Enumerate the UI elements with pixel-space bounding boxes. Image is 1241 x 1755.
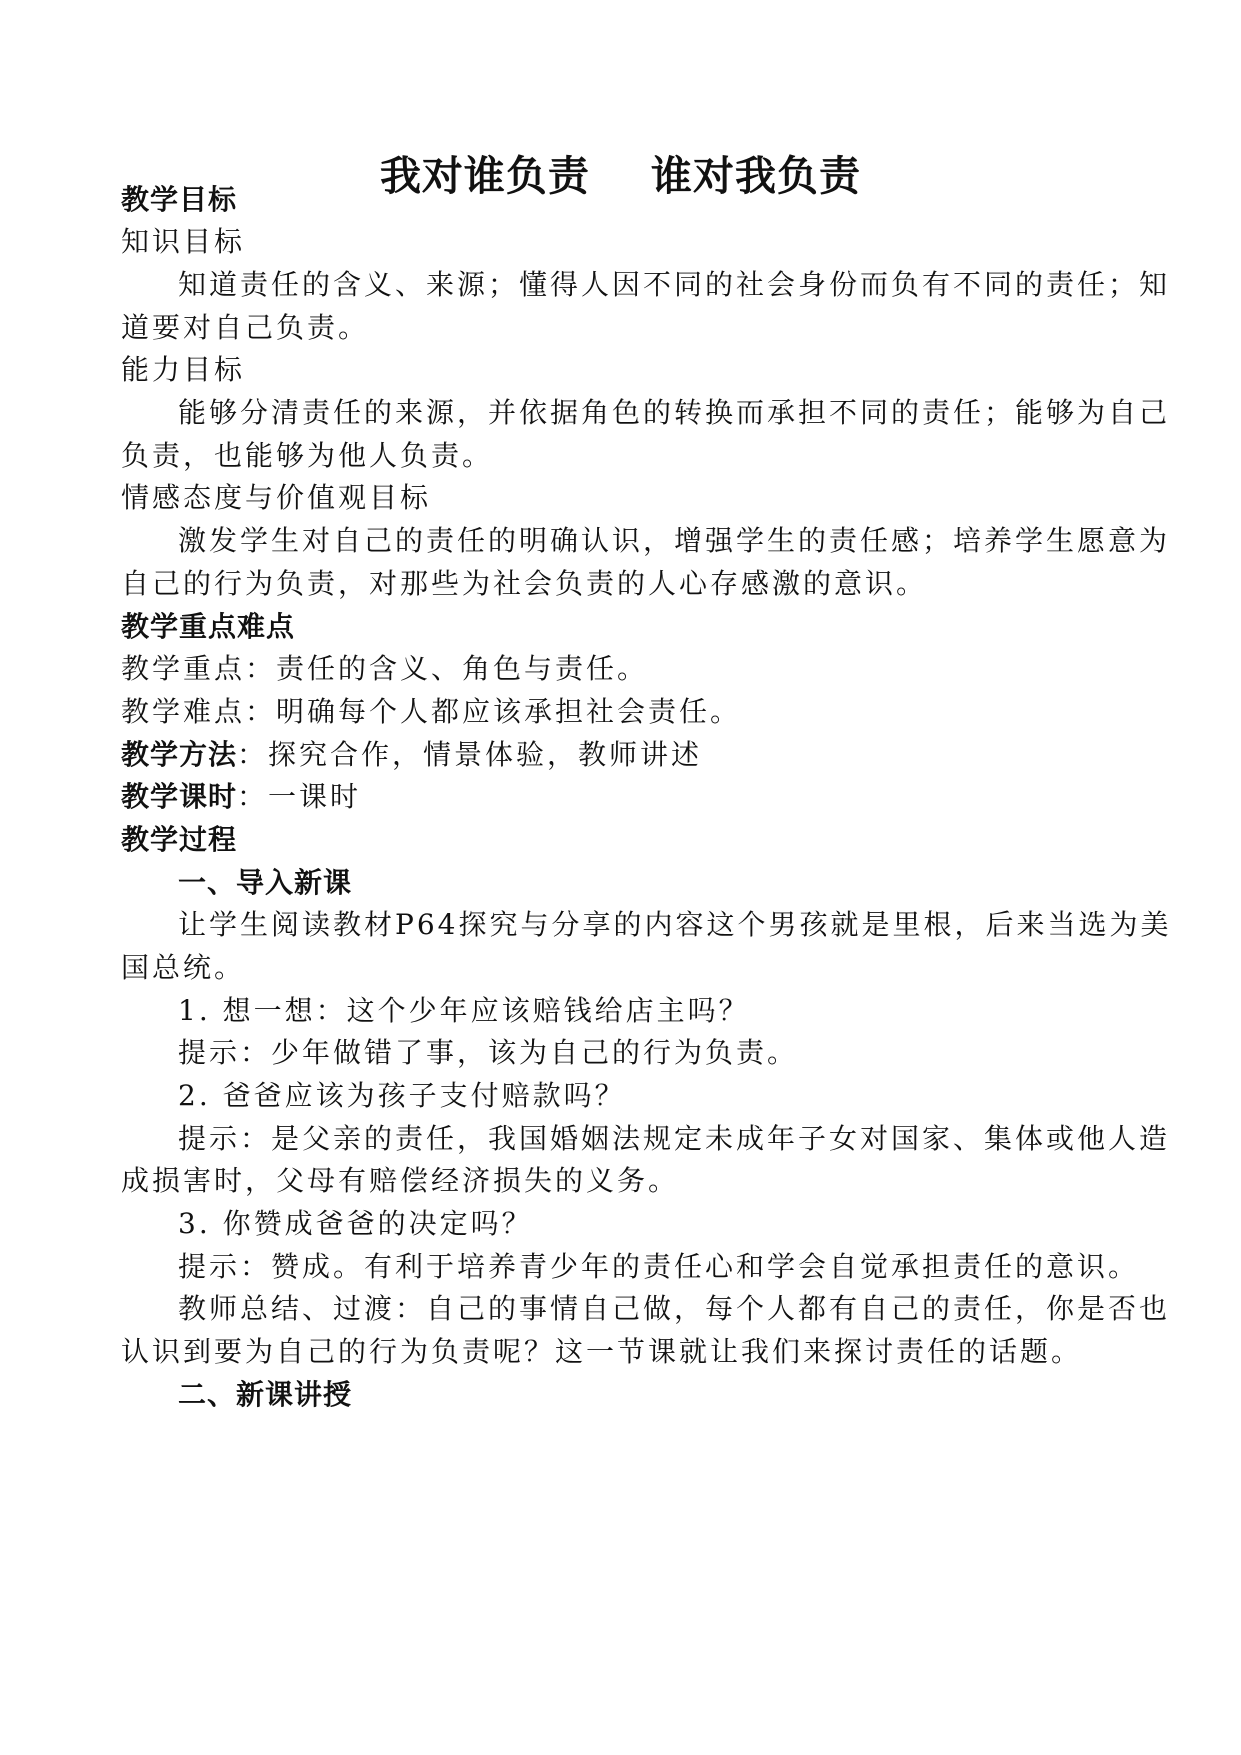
- hours-label: 教学课时: [121, 780, 238, 813]
- goals-heading: 教学目标: [121, 183, 238, 216]
- hours-value: ：一课时: [237, 780, 362, 813]
- emotion-line-1: 激发学生对自己的责任的明确认识，增强学生的责任感；培养学生愿意为: [178, 524, 1171, 557]
- method-value: ：探究合作，情景体验，教师讲述: [237, 738, 703, 771]
- question-2: 2. 爸爸应该为孩子支付赔款吗？: [178, 1079, 626, 1112]
- emotion-heading: 情感态度与价值观目标: [121, 481, 432, 514]
- focus-text: 教学重点：责任的含义、角色与责任。: [121, 652, 649, 685]
- intro-line-2: 国总统。: [121, 951, 246, 984]
- document-title: 我对谁负责 谁对我负责: [379, 152, 862, 200]
- ability-line-2: 负责，也能够为他人负责。: [121, 439, 494, 472]
- knowledge-line-2: 道要对自己负责。: [121, 311, 370, 344]
- ability-line-1: 能够分清责任的来源，并依据角色的转换而承担不同的责任；能够为自己: [178, 396, 1171, 429]
- hours-line: [121, 777, 1121, 817]
- answer-2-line-2: 成损害时，父母有赔偿经济损失的义务。: [121, 1164, 680, 1197]
- knowledge-line-1: 知道责任的含义、来源；懂得人因不同的社会身份而负有不同的责任；知: [178, 268, 1171, 301]
- intro-heading: 一、导入新课: [178, 866, 353, 899]
- method-label: 教学方法: [121, 738, 238, 771]
- emotion-line-2: 自己的行为负责，对那些为社会负责的人心存感激的意识。: [121, 567, 928, 600]
- method-line: [121, 735, 1121, 775]
- knowledge-heading: 知识目标: [121, 225, 246, 258]
- answer-1: 提示：少年做错了事，该为自己的行为负责。: [178, 1036, 799, 1069]
- summary-line-1: 教师总结、过渡：自己的事情自己做，每个人都有自己的责任，你是否也: [178, 1292, 1171, 1325]
- difficulty-text: 教学难点：明确每个人都应该承担社会责任。: [121, 695, 742, 728]
- process-heading: 教学过程: [121, 823, 238, 856]
- question-3: 3. 你赞成爸爸的决定吗？: [178, 1207, 533, 1240]
- summary-line-2: 认识到要为自己的行为负责呢？这一节课就让我们来探讨责任的话题。: [121, 1335, 1083, 1368]
- keypoints-heading: 教学重点难点: [121, 610, 296, 643]
- question-1: 1. 想一想：这个少年应该赔钱给店主吗？: [178, 994, 750, 1027]
- ability-heading: 能力目标: [121, 353, 246, 386]
- answer-3: 提示：赞成。有利于培养青少年的责任心和学会自觉承担责任的意识。: [178, 1250, 1140, 1283]
- intro-line-1: 让学生阅读教材P64探究与分享的内容这个男孩就是里根，后来当选为美: [178, 908, 1172, 941]
- newlesson-heading: 二、新课讲授: [178, 1378, 353, 1411]
- answer-2-line-1: 提示：是父亲的责任，我国婚姻法规定未成年子女对国家、集体或他人造: [178, 1122, 1171, 1155]
